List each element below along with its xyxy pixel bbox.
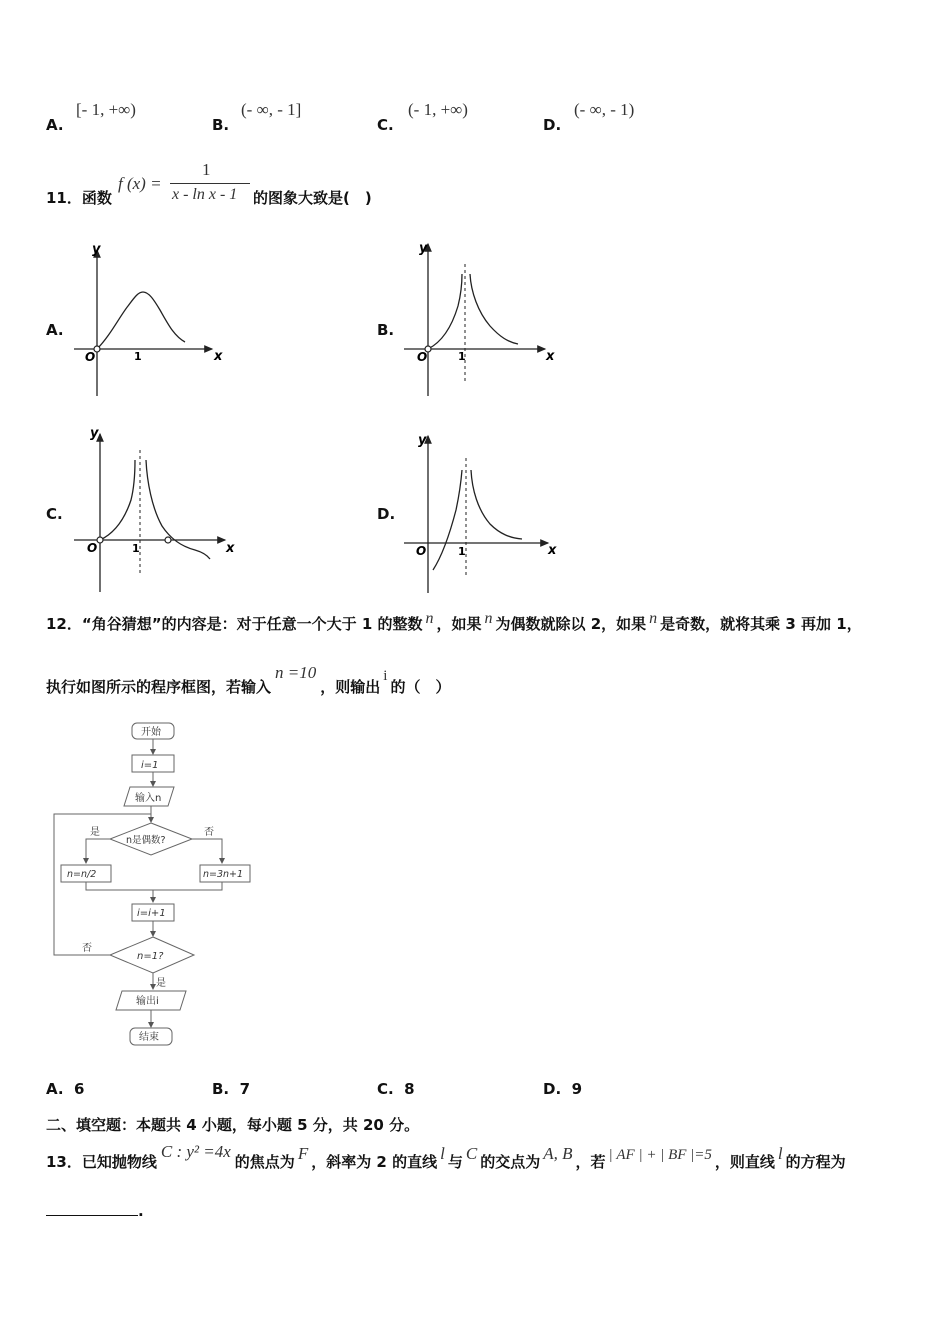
- y-label: y: [92, 242, 101, 257]
- start-label: 开始: [141, 727, 161, 738]
- open-point-origin: [97, 537, 103, 543]
- tick-1-label: 1: [458, 350, 466, 363]
- q13-f: F: [297, 1144, 309, 1163]
- x-label: x: [214, 349, 223, 364]
- q12-option-c: [377, 1080, 415, 1098]
- tick-1-label: 1: [458, 545, 466, 558]
- origin-label: O: [85, 350, 96, 364]
- curve-left: [428, 274, 462, 349]
- q13-d: 与: [447, 1153, 463, 1171]
- q12-i-var: i: [383, 668, 388, 684]
- q12-option-a: [46, 1080, 84, 1098]
- answer-blank[interactable]: [46, 1215, 138, 1216]
- q13-c: ，斜率为 2 的直线: [311, 1153, 438, 1171]
- q10-option-b-letter: B.: [212, 116, 230, 134]
- q10-option-a-value: [- 1, +∞): [76, 100, 136, 119]
- q10-option-d-letter: D.: [543, 116, 562, 134]
- q12-option-c-letter: C.: [377, 1080, 394, 1098]
- q13-cond: | AF | + | BF |=5: [608, 1147, 712, 1163]
- q13-l1: l: [440, 1144, 445, 1163]
- q12-option-a-letter: A.: [46, 1080, 64, 1098]
- q12-line1-b: ，如果: [436, 615, 482, 633]
- origin-label: O: [417, 350, 428, 364]
- q10-option-c-value: (- 1, +∞): [408, 100, 468, 119]
- q13-e: 的交点为: [480, 1153, 541, 1171]
- cond1-label: n是偶数?: [126, 835, 166, 846]
- output-label: 输出i: [136, 996, 159, 1007]
- section-2-heading: 二、填空题：本题共 4 小题，每小题 5 分，共 20 分。: [46, 1116, 420, 1134]
- q12-n2: n: [484, 610, 493, 627]
- graph-d: [400, 428, 560, 598]
- odd-label: n=3n+1: [203, 869, 244, 880]
- q13-h: 的方程为: [785, 1153, 846, 1171]
- curve-right: [146, 460, 210, 559]
- q12-line1-c: 为偶数就除以 2，如果: [495, 615, 647, 633]
- q12-n3: n: [649, 610, 658, 627]
- q11-denominator: x - ln x - 1: [172, 186, 238, 203]
- q12-option-b-value: 7: [239, 1080, 251, 1098]
- q11-graph-c-letter: C.: [46, 505, 63, 523]
- q12-option-c-value: 8: [404, 1080, 415, 1098]
- q12-line1-d: 是奇数，就将其乘 3 再加 1，: [660, 615, 862, 633]
- q11-numerator: 1: [202, 160, 211, 179]
- yes2-label: 是: [156, 978, 166, 989]
- q10-option-a-letter: A.: [46, 116, 64, 134]
- q13-f-text: ，若: [575, 1153, 606, 1171]
- q12-option-d: [543, 1080, 582, 1098]
- q12-option-b-letter: B.: [212, 1080, 230, 1098]
- q11-number: 11．函数: [46, 189, 112, 207]
- init-label: i=1: [141, 760, 159, 771]
- q12-n1: n: [425, 610, 434, 627]
- no1-label: 否: [204, 827, 214, 838]
- q12-line1: [46, 610, 862, 634]
- graph-b: [400, 236, 560, 401]
- flowchart: [46, 716, 266, 1056]
- q13-end: .: [138, 1202, 144, 1220]
- q12-option-a-value: 6: [74, 1080, 85, 1098]
- y-label: y: [90, 426, 99, 441]
- q13-ab: A, B: [543, 1144, 573, 1163]
- q10-option-b-value: (- ∞, - 1]: [241, 100, 302, 119]
- cond2-label: n=1?: [137, 951, 164, 962]
- y-label: y: [419, 241, 428, 256]
- end-label: 结束: [139, 1032, 159, 1043]
- curve-right: [470, 274, 518, 344]
- q13-answer-line: [46, 1202, 144, 1220]
- q13-curve: C : y² =4x: [160, 1142, 231, 1161]
- q12-line1-a: 12．“角谷猜想”的内容是：对于任意一个大于 1 的整数: [46, 615, 423, 633]
- q11-fx: f (x) =: [118, 174, 162, 193]
- q13-line: [46, 1142, 846, 1172]
- origin-label: O: [87, 541, 98, 555]
- q11-graph-a-letter: A.: [46, 321, 64, 339]
- x-label: x: [226, 541, 235, 556]
- no2-label: 否: [82, 943, 92, 954]
- q13-a: 13．已知抛物线: [46, 1153, 157, 1171]
- q12-line2: [46, 663, 451, 697]
- q10-option-c-letter: C.: [377, 116, 394, 134]
- q13-l2: l: [777, 1144, 783, 1163]
- curve: [97, 292, 185, 349]
- origin-label: O: [416, 544, 427, 558]
- q13-g: ，则直线: [714, 1153, 775, 1171]
- q12-option-d-value: 9: [571, 1080, 583, 1098]
- q12-line2-a: 执行如图所示的程序框图，若输入: [46, 678, 272, 696]
- q10-option-d-value: (- ∞, - 1): [574, 100, 635, 119]
- q11-suffix: 的图象大致是( ): [253, 189, 372, 207]
- q12-option-b: [212, 1080, 250, 1098]
- q12-input-expr: n =10: [275, 663, 317, 682]
- q13-c-curve: C: [465, 1144, 478, 1163]
- x-label: x: [548, 543, 557, 558]
- input-label: 输入n: [135, 793, 162, 804]
- yes1-label: 是: [90, 827, 100, 838]
- tick-1-label: 1: [134, 350, 142, 363]
- q12-line2-c: 的（ ）: [390, 678, 451, 696]
- curve-left: [100, 460, 135, 540]
- tick-1-label: 1: [132, 542, 140, 555]
- q12-option-d-letter: D.: [543, 1080, 562, 1098]
- q11-graph-b-letter: B.: [377, 321, 395, 339]
- even-label: n=n/2: [67, 869, 97, 880]
- open-point-root: [165, 537, 171, 543]
- graph-c: [70, 420, 240, 595]
- curve-right: [471, 470, 522, 539]
- q12-line2-b: ，则输出: [320, 678, 381, 696]
- y-label: y: [418, 433, 427, 448]
- incr-label: i=i+1: [137, 908, 166, 919]
- q13-b: 的焦点为: [234, 1153, 295, 1171]
- graph-a: [70, 236, 230, 401]
- x-label: x: [546, 349, 555, 364]
- fraction-bar: [170, 183, 250, 184]
- q11-graph-d-letter: D.: [377, 505, 396, 523]
